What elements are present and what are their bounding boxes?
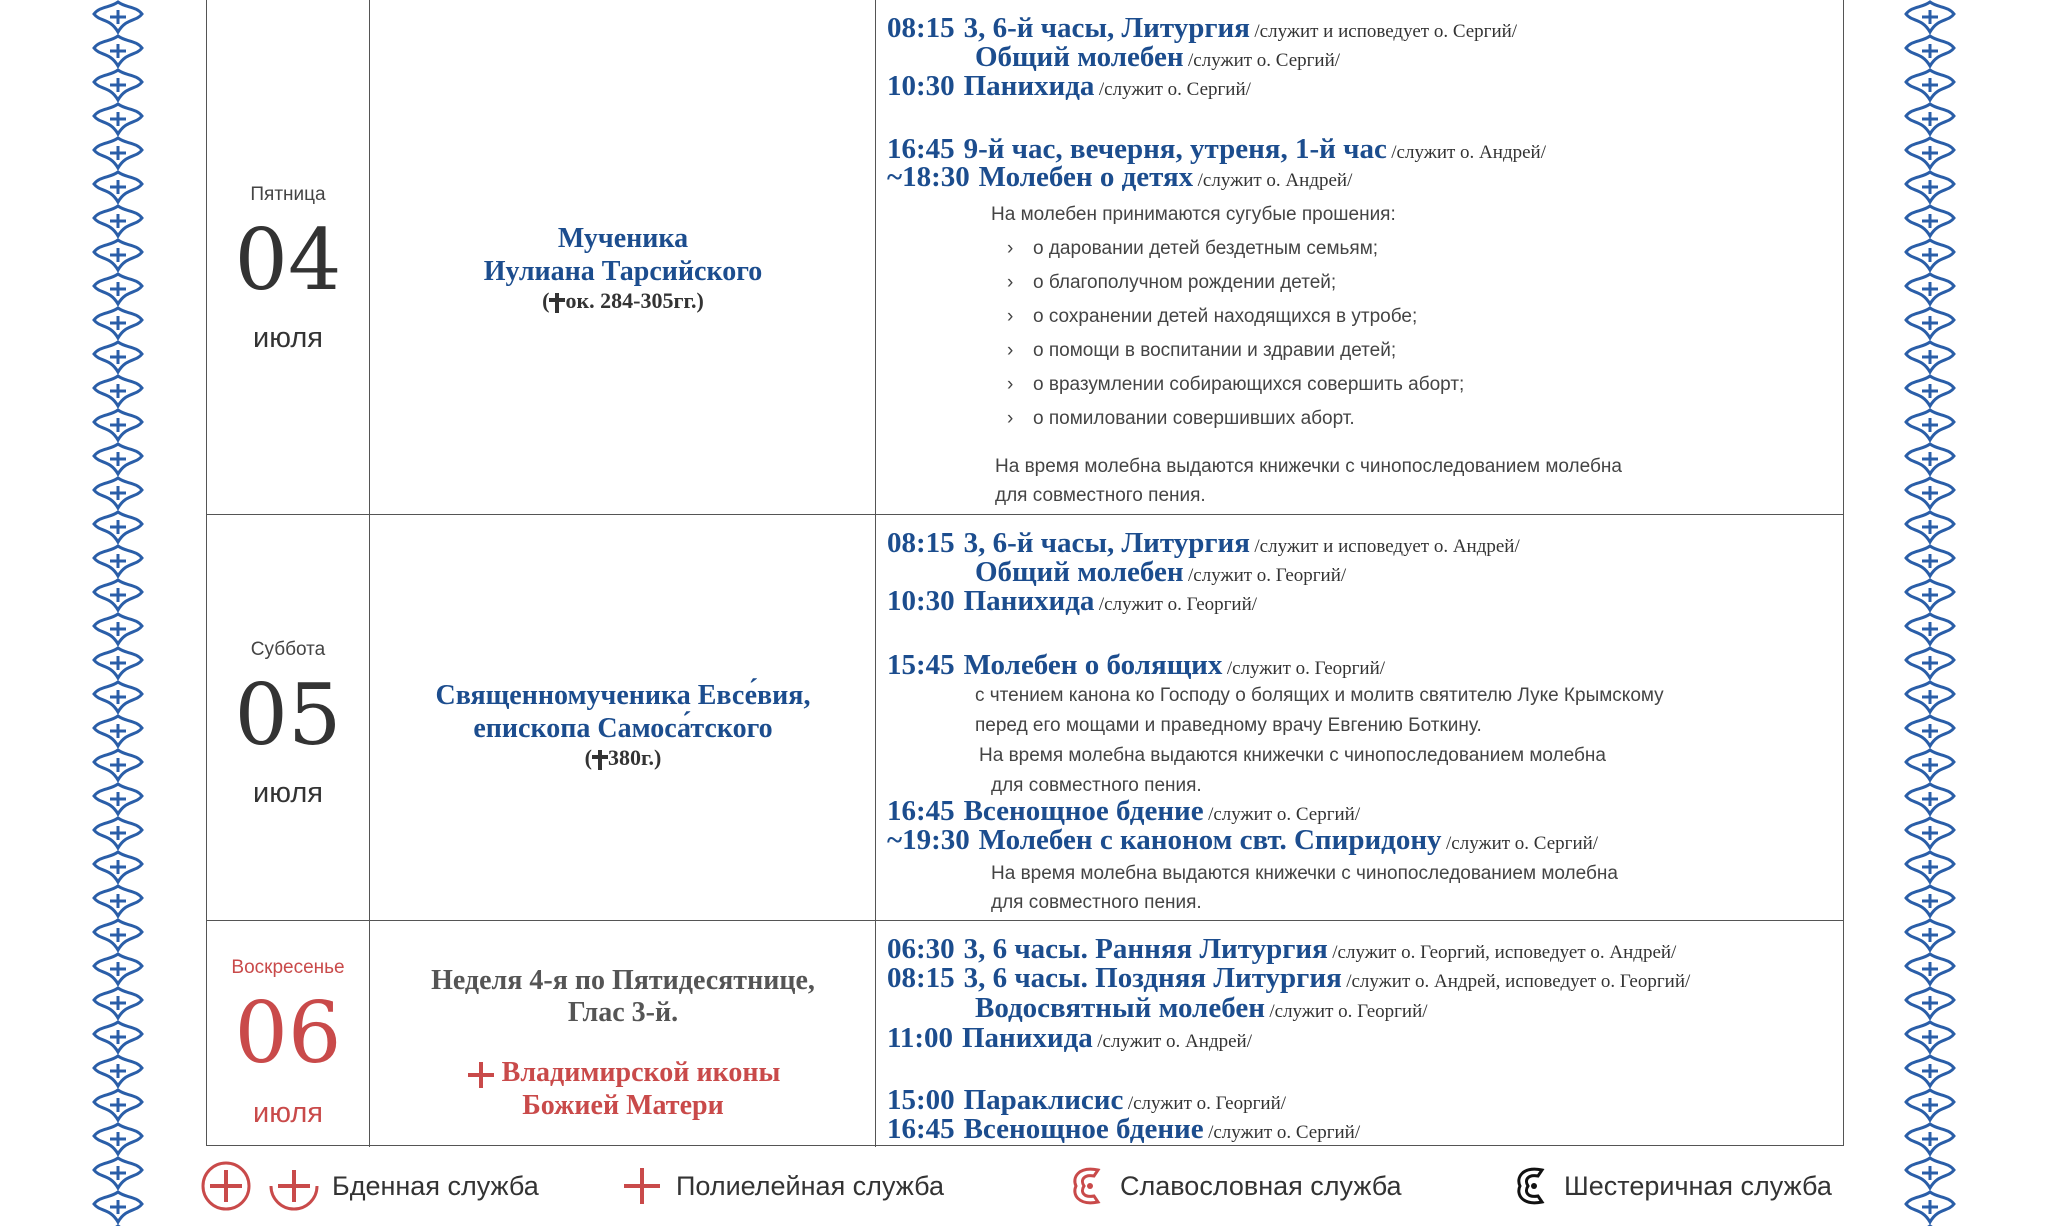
legend-label: Полиелейная служба xyxy=(676,1170,944,1201)
saint-commemoration xyxy=(371,679,875,771)
weekday-label: Пятница xyxy=(250,184,326,205)
bdennaya-icon xyxy=(200,1160,320,1212)
service-legend xyxy=(200,1146,1860,1226)
petition-item: › о помиловании совершивших аборт. xyxy=(1033,408,1355,430)
service-line: 10:30 Панихида /служит о. Сергий/ xyxy=(887,70,1251,102)
service-line: 15:00 Параклисис /служит о. Георгий/ xyxy=(887,1084,1287,1116)
saint-dates: ( 380г.) xyxy=(584,745,662,771)
saint-commemoration xyxy=(371,222,875,314)
service-line: 06:30 3, 6 часы. Ранняя Литургия /служит о. Георгий, исповедует о. Андрей/ xyxy=(887,933,1677,965)
books-note: На время молебна выдаются книжечки с чинопоследованием молебна xyxy=(995,456,1622,477)
service-line: 08:15 3, 6-й часы, Литургия /служит и исповедует о. Сергий/ xyxy=(887,12,1518,44)
cross-icon xyxy=(549,293,565,313)
service-line: 11:00 Панихида /служит о. Андрей/ xyxy=(887,1022,1252,1054)
date-cell xyxy=(207,921,369,1147)
books-note: На время молебна выдаются книжечки с чинопоследованием молебна xyxy=(979,745,1606,766)
tone-label: Глас 3-й. xyxy=(567,997,679,1029)
legend-item xyxy=(1512,1160,1832,1212)
day-row-sunday xyxy=(207,920,1843,1147)
service-line: Общий молебен /служит о. Сергий/ xyxy=(975,41,1341,73)
right-ornament-border xyxy=(1900,0,1960,1226)
petition-item: › о помощи в воспитании и здравии детей; xyxy=(1033,340,1396,362)
day-row-friday xyxy=(207,0,1843,514)
canon-note: с чтением канона ко Господу о болящих и молитв святителю Луке Крымскому xyxy=(975,685,1664,706)
books-note: для совместного пения. xyxy=(995,485,1206,506)
day-row-saturday xyxy=(207,514,1843,921)
slavoslovnaya-icon xyxy=(1068,1164,1108,1208)
sunday-title: Неделя 4-я по Пятидесятнице, xyxy=(431,965,815,996)
day-number: 04 xyxy=(234,211,342,309)
legend-label: Славословная служба xyxy=(1120,1170,1402,1201)
service-line: Водосвятный молебен /служит о. Георгий/ xyxy=(975,992,1428,1024)
saint-title: Священномученика Евсе́вия, xyxy=(435,680,811,711)
cross-icon xyxy=(592,750,608,770)
month-label: июля xyxy=(253,1097,323,1129)
service-line: ~18:30 Молебен о детях /служит о. Андрей/ xyxy=(887,161,1353,193)
date-cell xyxy=(207,0,369,514)
legend-item xyxy=(200,1160,539,1212)
date-cell xyxy=(207,515,369,921)
service-line: 10:30 Панихида /служит о. Георгий/ xyxy=(887,585,1258,617)
weekday-label: Воскресенье xyxy=(231,957,345,978)
service-line: 16:45 Всенощное бдение /служит о. Сергий/ xyxy=(887,1113,1361,1145)
service-line: 08:15 3, 6 часы. Поздняя Литургия /служит о. Андрей, исповедует о. Георгий/ xyxy=(887,962,1691,994)
feast-title: Владимирской иконы xyxy=(371,1057,875,1090)
service-line: Общий молебен /служит о. Георгий/ xyxy=(975,556,1347,588)
canon-note: перед его мощами и праведному врачу Евгению Боткину. xyxy=(975,715,1482,736)
month-label: июля xyxy=(253,322,323,354)
weekday-label: Суббота xyxy=(250,639,326,660)
day-number: 06 xyxy=(234,984,342,1082)
service-line: 16:45 Всенощное бдение /служит о. Сергий/ xyxy=(887,795,1361,827)
polieleynaya-icon xyxy=(620,1164,664,1208)
legend-label: Шестеричная служба xyxy=(1564,1170,1832,1201)
books-note: для совместного пения. xyxy=(991,892,1202,913)
service-line: 16:45 9-й час, вечерня, утреня, 1-й час /служит о. Андрей/ xyxy=(887,133,1546,165)
books-note: На время молебна выдаются книжечки с чинопоследованием молебна xyxy=(991,863,1618,884)
polieleos-cross-icon xyxy=(466,1060,496,1090)
petition-item: › о вразумлении собирающихся совершить аборт; xyxy=(1033,374,1464,396)
sunday-commemoration xyxy=(371,965,875,1122)
service-line: ~19:30 Молебен с каноном свт. Спиридону /служит о. Сергий/ xyxy=(887,824,1599,856)
month-label: июля xyxy=(253,777,323,809)
legend-item xyxy=(1068,1160,1402,1212)
service-line: 15:45 Молебен о болящих /служит о. Георгий/ xyxy=(887,649,1386,681)
day-number: 05 xyxy=(234,666,342,764)
petition-item: › о благополучном рождении детей; xyxy=(1033,272,1336,294)
legend-item xyxy=(620,1160,944,1212)
saint-title: Мученика xyxy=(557,223,689,254)
books-note: для совместного пения. xyxy=(991,775,1202,796)
petitions-intro: На молебен принимаются сугубые прошения: xyxy=(991,204,1396,225)
saint-name: епископа Самоса́тского xyxy=(473,713,773,745)
schedule-table xyxy=(206,0,1844,1146)
feast-title-2: Божией Матери xyxy=(522,1089,724,1121)
service-line: 08:15 3, 6-й часы, Литургия /служит и исповедует о. Андрей/ xyxy=(887,527,1520,559)
petition-item: › о даровании детей бездетным семьям; xyxy=(1033,238,1378,260)
saint-dates: ( ок. 284-305гг.) xyxy=(542,288,704,314)
legend-label: Бденная служба xyxy=(332,1170,539,1201)
shesterichnaya-icon xyxy=(1512,1164,1552,1208)
saint-name: Иулиана Тарсийского xyxy=(483,256,763,288)
petition-item: › о сохранении детей находящихся в утробе; xyxy=(1033,306,1417,328)
left-ornament-border xyxy=(88,0,148,1226)
